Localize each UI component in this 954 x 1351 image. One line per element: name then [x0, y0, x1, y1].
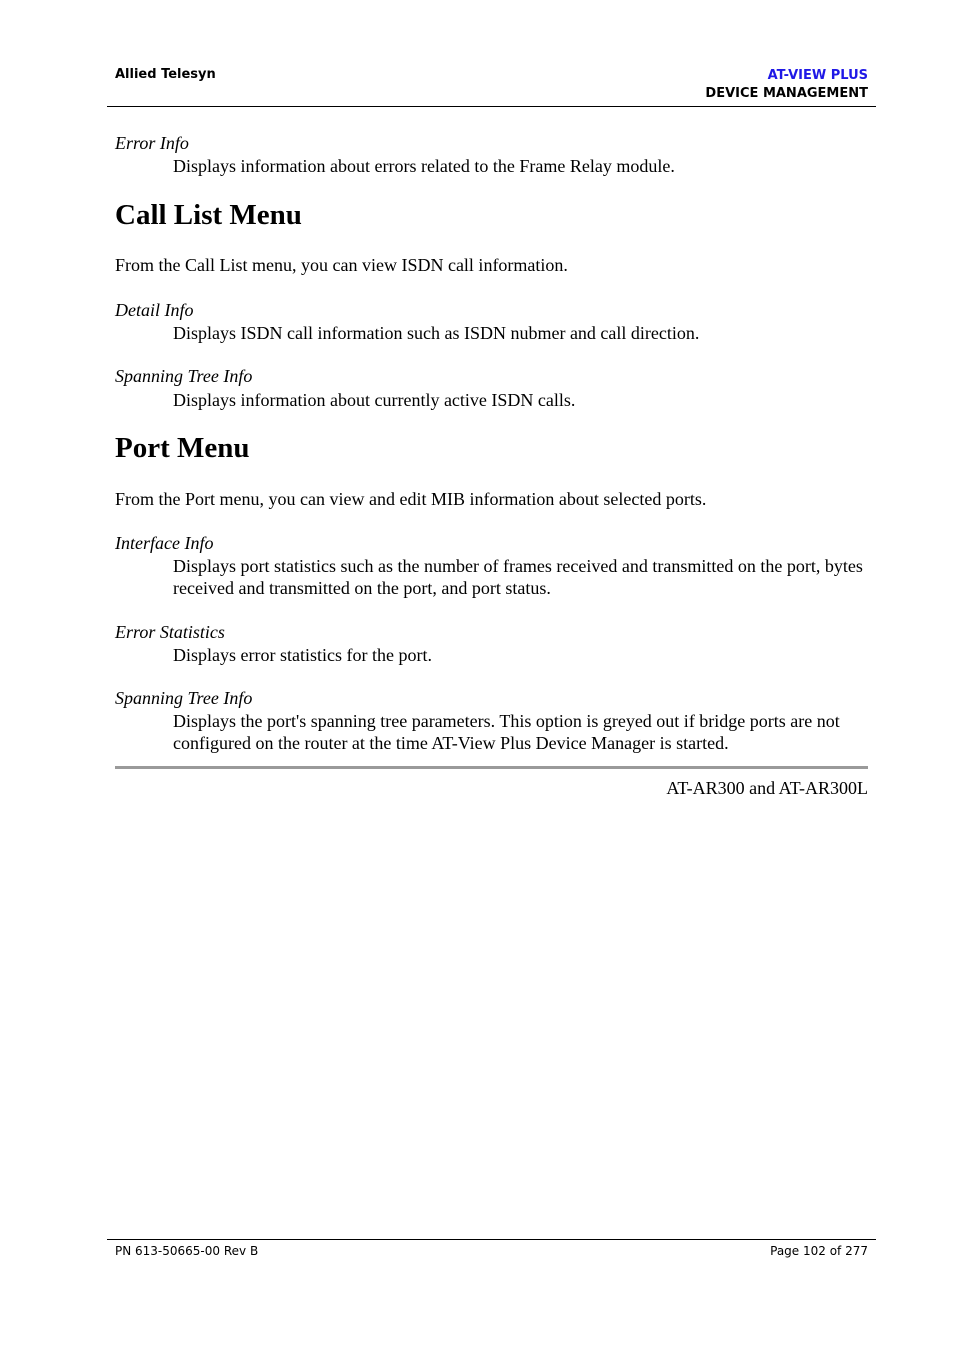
product-reference: AT-AR300 and AT-AR300L [666, 778, 868, 798]
port-menu-heading: Port Menu [115, 432, 250, 464]
header-section: DEVICE MANAGEMENT [705, 86, 868, 101]
desc-call-spanning-tree-info: Displays information about currently active ISDN calls. [173, 390, 576, 410]
term-call-spanning-tree-info: Spanning Tree Info [115, 366, 253, 386]
footer-rule [107, 1239, 876, 1240]
footer-page-number: Page 102 of 277 [770, 1244, 868, 1258]
desc-error-statistics: Displays error statistics for the port. [173, 645, 432, 665]
call-list-intro: From the Call List menu, you can view ISDN call information. [115, 255, 568, 275]
header-rule [107, 106, 876, 107]
term-error-statistics: Error Statistics [115, 622, 225, 642]
section-separator [115, 766, 868, 769]
header-product-line: AT-VIEW PLUS [767, 68, 868, 83]
desc-port-spanning-tree-info: Displays the port's spanning tree parameters. This option is greyed out if bridge ports are not configured on the router at the time AT-View Plus Device Manager is started. [173, 711, 840, 753]
term-port-spanning-tree-info: Spanning Tree Info [115, 688, 253, 708]
port-menu-intro: From the Port menu, you can view and edit MIB information about selected ports. [115, 489, 707, 509]
footer-part-number: PN 613-50665-00 Rev B [115, 1244, 259, 1258]
term-error-info: Error Info [115, 133, 189, 153]
header-company: Allied Telesyn [115, 67, 216, 82]
term-interface-info: Interface Info [115, 533, 214, 553]
desc-interface-info: Displays port statistics such as the number of frames received and transmitted on the port, bytes received and transmitted on the port, and port status. [173, 556, 863, 598]
call-list-heading: Call List Menu [115, 199, 302, 231]
term-detail-info: Detail Info [115, 300, 194, 320]
desc-detail-info: Displays ISDN call information such as ISDN nubmer and call direction. [173, 323, 700, 343]
desc-error-info: Displays information about errors related to the Frame Relay module. [173, 156, 675, 176]
header-title [705, 67, 868, 103]
